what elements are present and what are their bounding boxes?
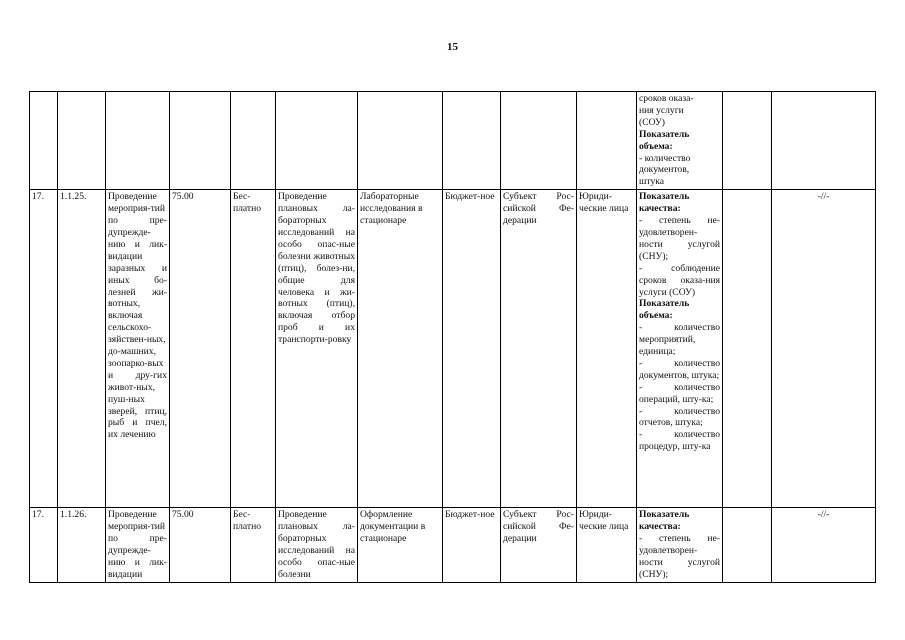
cell-extra (723, 190, 772, 508)
cell-content: Проведение плановых ла-бораторных исследований на особо опас-ные болезни животных (птиц), болез-ни, общие для человека и жи-вотных (птиц), включая отбор проб и их транспорти-ровку (276, 190, 358, 508)
indicator-heading: Показатель объема: (639, 298, 692, 322)
indicator-line: - соблюдение сроков оказа-ния услуги (СОУ) (639, 262, 723, 298)
cell-indicators-continued (637, 92, 723, 190)
indicator-line: - количество документов, штука; (639, 357, 723, 381)
cell-empty (501, 92, 577, 190)
cell-empty (170, 92, 231, 190)
indicator-line: - количество отчетов, штука; (639, 405, 723, 429)
cell-source: Бюджет-ное (443, 190, 501, 508)
cell-service-name: Проведение мероприя-тий по пре-дупрежде-нию и лик-видации (106, 508, 170, 582)
cell-condition: Лабораторные исследования в стационаре (358, 190, 443, 508)
indicator-heading: Показатель (639, 128, 690, 140)
services-register-table (29, 91, 876, 583)
cell-consumer: Юриди-ческие лица (577, 508, 637, 582)
cell-empty (276, 92, 358, 190)
service-row (30, 508, 876, 582)
cell-extra (723, 508, 772, 582)
cell-cost: Бес-платно (231, 190, 276, 508)
cell-cost: Бес-платно (231, 508, 276, 582)
cell-indicators (637, 508, 723, 582)
cell-code: 1.1.26. (58, 508, 106, 582)
cell-mark: -//- (772, 190, 876, 508)
indicator-line: документов, (639, 164, 690, 176)
cell-content: Проведение плановых ла-бораторных исследований на особо опас-ные болезни (276, 508, 358, 582)
cell-code: 1.1.25. (58, 190, 106, 508)
continuation-row (30, 92, 876, 190)
cell-empty (577, 92, 637, 190)
cell-source: Бюджет-ное (443, 508, 501, 582)
indicator-line: ния услуги (639, 104, 684, 116)
indicator-heading: Показатель качества: (639, 191, 692, 215)
cell-number: 17. (30, 190, 58, 508)
cell-okved: 75.00 (170, 190, 231, 508)
cell-provider: Субъект Рос-сийской Фе-дерации (501, 508, 577, 582)
cell-empty (723, 92, 772, 190)
cell-empty (106, 92, 170, 190)
indicator-line: - степень не-удовлетворен-ности услугой (СНУ); (639, 215, 723, 262)
indicator-heading: объема: (639, 140, 673, 152)
indicator-line: - количество процедур, шту-ка (639, 429, 723, 453)
indicator-line: сроков оказа- (639, 93, 694, 104)
indicator-line: - количество мероприятий, единица; (639, 322, 723, 358)
cell-condition: Оформление документации в стационаре (358, 508, 443, 582)
cell-empty (358, 92, 443, 190)
indicator-line: штука (639, 176, 665, 188)
page-number: 15 (447, 41, 458, 53)
service-row (30, 190, 876, 508)
cell-indicators (637, 190, 723, 508)
cell-empty (231, 92, 276, 190)
cell-empty (443, 92, 501, 190)
cell-okved: 75.00 (170, 508, 231, 582)
indicator-heading: Показатель качества: (639, 509, 692, 533)
cell-empty (30, 92, 58, 190)
indicator-line: - количество (639, 152, 691, 164)
cell-consumer: Юриди-ческие лица (577, 190, 637, 508)
cell-number: 17. (30, 508, 58, 582)
indicator-line: (СОУ) (639, 116, 665, 128)
cell-service-name: Проведение мероприя-тий по пре-дупрежде-нию и лик-видации заразных и иных бо-лезней жи-вотных, включая сельскохо-зяйствен-ных, до-машних, зоопарко-вых и дру-гих живот-ных, пуш-ных зверей, птиц, рыб и пчел, их лечению (106, 190, 170, 508)
indicator-line: - количество операций, шту-ка; (639, 381, 723, 405)
cell-empty (58, 92, 106, 190)
cell-mark: -//- (772, 508, 876, 582)
cell-empty (772, 92, 876, 190)
cell-provider: Субъект Рос-сийской Фе-дерации (501, 190, 577, 508)
indicator-line: - степень не-удовлетворен-ности услугой (СНУ); (639, 533, 723, 580)
